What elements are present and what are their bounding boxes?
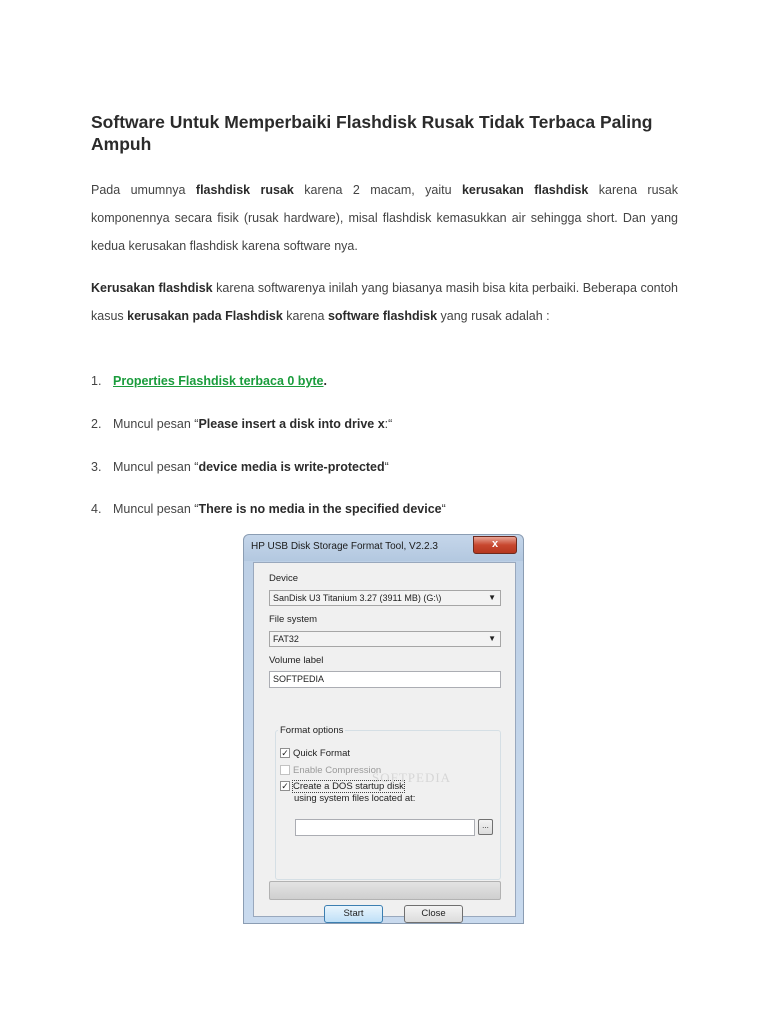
article-title: Software Untuk Memperbaiki Flashdisk Rusak Tidak Terbaca Paling Ampuh: [91, 112, 653, 154]
bold-software-flashdisk: software flashdisk: [327, 309, 438, 323]
list-item: 2. Muncul pesan “Please insert a disk into drive x:“: [91, 417, 393, 431]
progress-bar: [269, 881, 501, 900]
device-dropdown: SanDisk U3 Titanium 3.27 (3911 MB) (G:\) ▼: [269, 590, 501, 606]
list-number: 3.: [91, 460, 102, 474]
list-number: 1.: [91, 374, 102, 388]
enable-compression-checkbox: Enable Compression: [280, 765, 381, 777]
checkbox-checked-icon: ✓: [281, 748, 289, 759]
format-options-label: Format options: [280, 725, 344, 736]
checkbox-checked-icon: ✓: [281, 781, 289, 792]
system-files-path-field: [295, 819, 475, 836]
close-button: Close: [404, 905, 463, 923]
paragraph-intro: Pada umumnya flashdisk rusak karena 2 macam, yaitu kerusakan flashdisk karena rusak komponennya secara fisik (rusak hardware), misal flashdisk kemasukkan air sehingga short. Dan yang kedua kerusakan flashdisk karena software nya.: [91, 183, 678, 253]
dialog-title: HP USB Disk Storage Format Tool, V2.2.3: [251, 541, 438, 552]
volume-label: Volume label: [269, 655, 324, 666]
quick-format-checkbox: ✓ Quick Format: [281, 748, 351, 759]
list-item: 1. Properties Flashdisk terbaca 0 byte.: [91, 374, 327, 388]
bold-kerusakan-pada-flashdisk: kerusakan pada Flashdisk: [127, 309, 283, 323]
bold-flashdisk-rusak: flashdisk rusak: [195, 183, 294, 197]
chevron-down-icon: ▼: [488, 634, 496, 643]
bold-kerusakan-flashdisk-2: Kerusakan flashdisk: [91, 281, 213, 295]
list-number: 4.: [91, 502, 102, 516]
browse-button: ...: [478, 819, 493, 835]
device-label: Device: [269, 573, 299, 584]
filesystem-dropdown: FAT32 ▼: [269, 631, 501, 647]
list-item: 4. Muncul pesan “There is no media in the specified device“: [91, 502, 446, 516]
paragraph-software: Kerusakan flashdisk karena softwarenya inilah yang biasanya masih bisa kita perbaiki. Beberapa contoh kasus kerusakan pada Flashdisk karena software flashdisk yang rusak adalah :: [91, 281, 678, 323]
properties-flashdisk-link[interactable]: Properties Flashdisk terbaca 0 byte: [113, 374, 324, 388]
volume-label-field: SOFTPEDIA: [269, 671, 501, 688]
list-item: 3. Muncul pesan “device media is write-protected“: [91, 460, 389, 474]
system-files-label: using system files located at:: [294, 793, 416, 804]
create-dos-checkbox: ✓ Create a DOS startup disk: [281, 781, 404, 792]
close-icon: x: [473, 536, 517, 554]
checkbox-empty-icon: [280, 765, 290, 775]
format-tool-dialog-image: [243, 534, 524, 924]
softpedia-watermark: SOFTPEDIA: [372, 770, 452, 785]
bold-kerusakan-flashdisk: kerusakan flashdisk: [461, 183, 589, 197]
dialog-body: [253, 562, 516, 917]
list-number: 2.: [91, 417, 102, 431]
filesystem-label: File system: [269, 614, 318, 625]
start-button: Start: [324, 905, 383, 923]
chevron-down-icon: ▼: [488, 593, 496, 602]
